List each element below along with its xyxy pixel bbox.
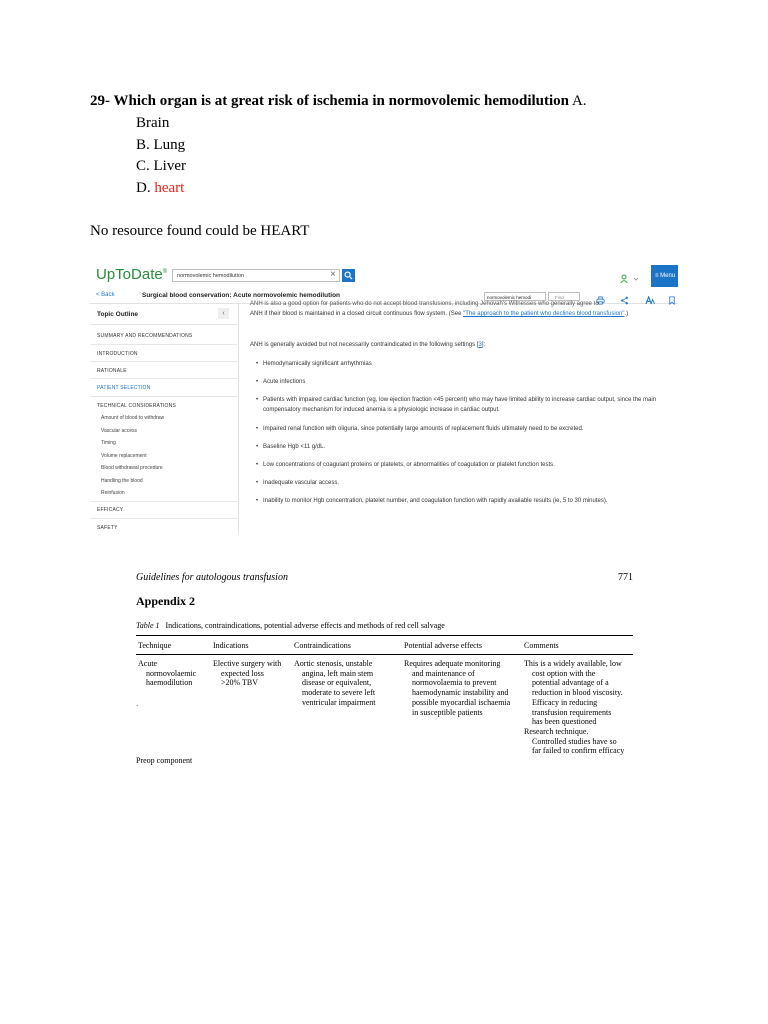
cell-line: Controlled studies have so bbox=[532, 736, 617, 746]
divider bbox=[90, 361, 237, 362]
option-b: B. Lung bbox=[136, 137, 186, 153]
topic-outline-sidebar bbox=[90, 304, 239, 534]
outline-sub-amount[interactable]: Amount of blood to withdraw bbox=[101, 415, 165, 421]
option-a-label: A. bbox=[569, 93, 587, 109]
column-header: Comments bbox=[524, 641, 559, 650]
cell-line: moderate to severe left bbox=[302, 688, 376, 698]
menu-button[interactable]: ≡ Menu bbox=[651, 265, 678, 287]
search-button[interactable] bbox=[342, 269, 355, 282]
find-field[interactable]: Find bbox=[548, 292, 580, 301]
cell-line: in susceptible patients bbox=[412, 707, 483, 717]
cell-technique bbox=[138, 659, 196, 688]
cell-line: transfusion requirements bbox=[532, 707, 612, 717]
list-item bbox=[256, 360, 664, 370]
column-header: Potential adverse effects bbox=[404, 641, 483, 650]
logo-mark: ® bbox=[162, 269, 168, 275]
list-item-text: • Baseline Hgb <11 g/dL. bbox=[263, 444, 326, 450]
cell-line: disease or equivalent, bbox=[302, 678, 372, 688]
uptodate-header bbox=[90, 262, 678, 288]
cell-indications bbox=[213, 659, 281, 688]
list-item-text: • Low concentrations of coagulant proteins or platelets, or abnormalities of coagulation or platelet function tests. bbox=[263, 462, 555, 468]
option-d bbox=[136, 180, 184, 197]
table-caption bbox=[136, 621, 445, 630]
cell-contraindications bbox=[294, 659, 376, 708]
list-item bbox=[256, 461, 664, 471]
paragraph-text: ANH is also a good option for patients who do not accept blood transfusions, including Jehovah's Witnesses who generally agree to bbox=[250, 301, 599, 307]
cell-line: potential advantage of a bbox=[532, 678, 609, 688]
search-input[interactable]: normovolemic hemodilution bbox=[172, 269, 340, 282]
list-item bbox=[256, 479, 664, 489]
appendix-title: Appendix 2 bbox=[136, 594, 196, 608]
cell-line: normovolaemia to prevent bbox=[412, 678, 497, 688]
cell-line: normovolaemic bbox=[146, 668, 197, 678]
cell-line: Efficacy in reducing bbox=[532, 697, 598, 707]
list-item-text: • Acute infections bbox=[263, 379, 306, 385]
cell-line: This is a widely available, low bbox=[524, 659, 622, 668]
cell-line: Research technique. bbox=[524, 726, 589, 736]
find-input[interactable]: normovolemic hemodi bbox=[484, 292, 546, 301]
option-a: Brain bbox=[136, 115, 170, 131]
outline-item-patient-selection[interactable]: PATIENT SELECTION bbox=[97, 385, 151, 391]
table-label: Table 1 bbox=[136, 621, 160, 630]
outline-sub-timing[interactable]: Timing bbox=[101, 440, 116, 446]
cell-line: Aortic stenosis, unstable bbox=[294, 659, 373, 668]
paragraph-end: .) bbox=[624, 311, 629, 317]
cell-line: >20% TBV bbox=[221, 678, 259, 688]
divider bbox=[90, 396, 237, 397]
paragraph-text bbox=[250, 310, 670, 320]
question-text: 29- Which organ is at great risk of ischemia in normovolemic hemodilution bbox=[90, 93, 570, 109]
column-header: Technique bbox=[138, 641, 172, 650]
divider bbox=[90, 344, 237, 345]
paragraph-text: ANH is generally avoided but not necessarily contraindicated in the following settings [ bbox=[250, 342, 479, 348]
divider bbox=[90, 324, 237, 325]
table-rule bbox=[136, 654, 633, 655]
paragraph-text: ANH if their blood is maintained in a closed circuit continuous flow system. (See bbox=[250, 311, 464, 317]
outline-item-summary[interactable]: SUMMARY AND RECOMMENDATIONS bbox=[97, 333, 193, 339]
list-item bbox=[256, 396, 664, 415]
paragraph-end: ]: bbox=[481, 342, 486, 348]
cell-line: has been questioned bbox=[532, 717, 597, 727]
column-header: Contraindications bbox=[294, 641, 351, 650]
search-icon bbox=[344, 271, 353, 280]
option-d-prefix: D. bbox=[136, 180, 155, 196]
divider bbox=[90, 378, 237, 379]
topic-outline-title: Topic Outline bbox=[97, 311, 139, 318]
column-header: Indications bbox=[213, 641, 249, 650]
cell-line: ventricular impairment bbox=[302, 697, 376, 707]
table-rule bbox=[136, 635, 633, 636]
reference-link[interactable]: 3 bbox=[478, 342, 482, 348]
cell-line: Elective surgery with bbox=[213, 659, 282, 668]
list-item bbox=[256, 443, 664, 453]
cell-line: haemodynamic instability and bbox=[412, 688, 509, 698]
running-head: Guidelines for autologous transfusion bbox=[136, 572, 288, 583]
option-d-answer: heart bbox=[154, 180, 185, 196]
logo-text: UpToDate bbox=[96, 266, 163, 283]
approach-link[interactable]: "The approach to the patient who declines blood transfusion" bbox=[463, 311, 625, 317]
table-caption-text: Indications, contraindications, potential adverse effects and methods of red cell salvage bbox=[165, 621, 445, 630]
divider bbox=[90, 518, 237, 519]
outline-sub-vascular[interactable]: Vascular access bbox=[101, 428, 138, 434]
outline-item-introduction[interactable]: INTRODUCTION bbox=[97, 351, 138, 357]
list-item bbox=[256, 497, 664, 507]
paragraph-text bbox=[250, 341, 670, 351]
collapse-sidebar-icon[interactable]: ‹ bbox=[218, 308, 229, 319]
list-item bbox=[256, 378, 664, 388]
cell-line: possible myocardial ischaemia bbox=[412, 697, 511, 707]
cell-adverse-effects bbox=[404, 659, 510, 717]
list-item-text: • Impaired renal function with oliguria, since potentially large amounts of replacement fluids ultimately need to be excreted. bbox=[263, 426, 584, 432]
note-text: No resource found could be HEART bbox=[90, 223, 310, 239]
outline-sub-handling[interactable]: Handling the blood bbox=[101, 478, 143, 484]
cell-line: angina, left main stem bbox=[302, 668, 374, 678]
article-title: Surgical blood conservation: Acute normovolemic hemodilution bbox=[142, 292, 341, 299]
cell-line: Acute bbox=[138, 659, 158, 668]
cell-line: haemodilution bbox=[146, 678, 193, 688]
list-item-text: • Hemodynamically significant arrhythmias bbox=[263, 361, 372, 367]
outline-item-safety[interactable]: SAFETY bbox=[97, 525, 118, 531]
cell-line: far failed to confirm efficacy bbox=[532, 746, 625, 756]
list-item-text: • Inability to monitor Hgb concentration, platelet number, and coagulation function with rapidly available results (ie, 5 to 30 minutes). bbox=[263, 498, 608, 504]
cell-line: reduction in blood viscosity. bbox=[532, 688, 623, 698]
cell-line: cost option with the bbox=[532, 668, 596, 678]
cell-line: Requires adequate monitoring bbox=[404, 659, 501, 668]
stray-mark: · bbox=[136, 702, 139, 710]
list-item-text: • Patients with impaired cardiac function (eg, low ejection fraction <45 percent) who may have limited ability to increase cardiac output, since the main compensatory mechanism for induced anemia is a physiologic increase in cardiac output. bbox=[263, 397, 657, 413]
user-account-icon[interactable] bbox=[620, 271, 642, 281]
outline-item-efficacy[interactable]: EFFICACY bbox=[97, 507, 124, 513]
list-item-text: • Inadequate vascular access. bbox=[263, 480, 340, 486]
outline-sub-withdrawal[interactable]: Blood withdrawal procedure bbox=[101, 465, 163, 471]
option-c: C. Liver bbox=[136, 158, 186, 174]
back-link[interactable]: < Back bbox=[96, 292, 115, 298]
cell-line: expected loss bbox=[221, 668, 264, 678]
outline-sub-reinfusion[interactable]: Reinfusion bbox=[101, 490, 125, 496]
list-item bbox=[256, 425, 664, 435]
divider bbox=[90, 501, 237, 502]
preop-component-label: Preop component bbox=[136, 756, 193, 765]
cell-line: and maintenance of bbox=[412, 668, 475, 678]
outline-sub-volume[interactable]: Volume replacement bbox=[101, 453, 147, 459]
outline-item-technical[interactable]: TECHNICAL CONSIDERATIONS bbox=[97, 403, 176, 409]
uptodate-logo[interactable] bbox=[96, 266, 167, 283]
question-title bbox=[90, 93, 587, 110]
clear-search-icon[interactable]: × bbox=[330, 269, 336, 280]
uptodate-screenshot bbox=[90, 262, 678, 534]
cell-comments bbox=[524, 659, 624, 756]
outline-item-rationale[interactable]: RATIONALE bbox=[97, 368, 127, 374]
page-number: 771 bbox=[618, 572, 633, 583]
